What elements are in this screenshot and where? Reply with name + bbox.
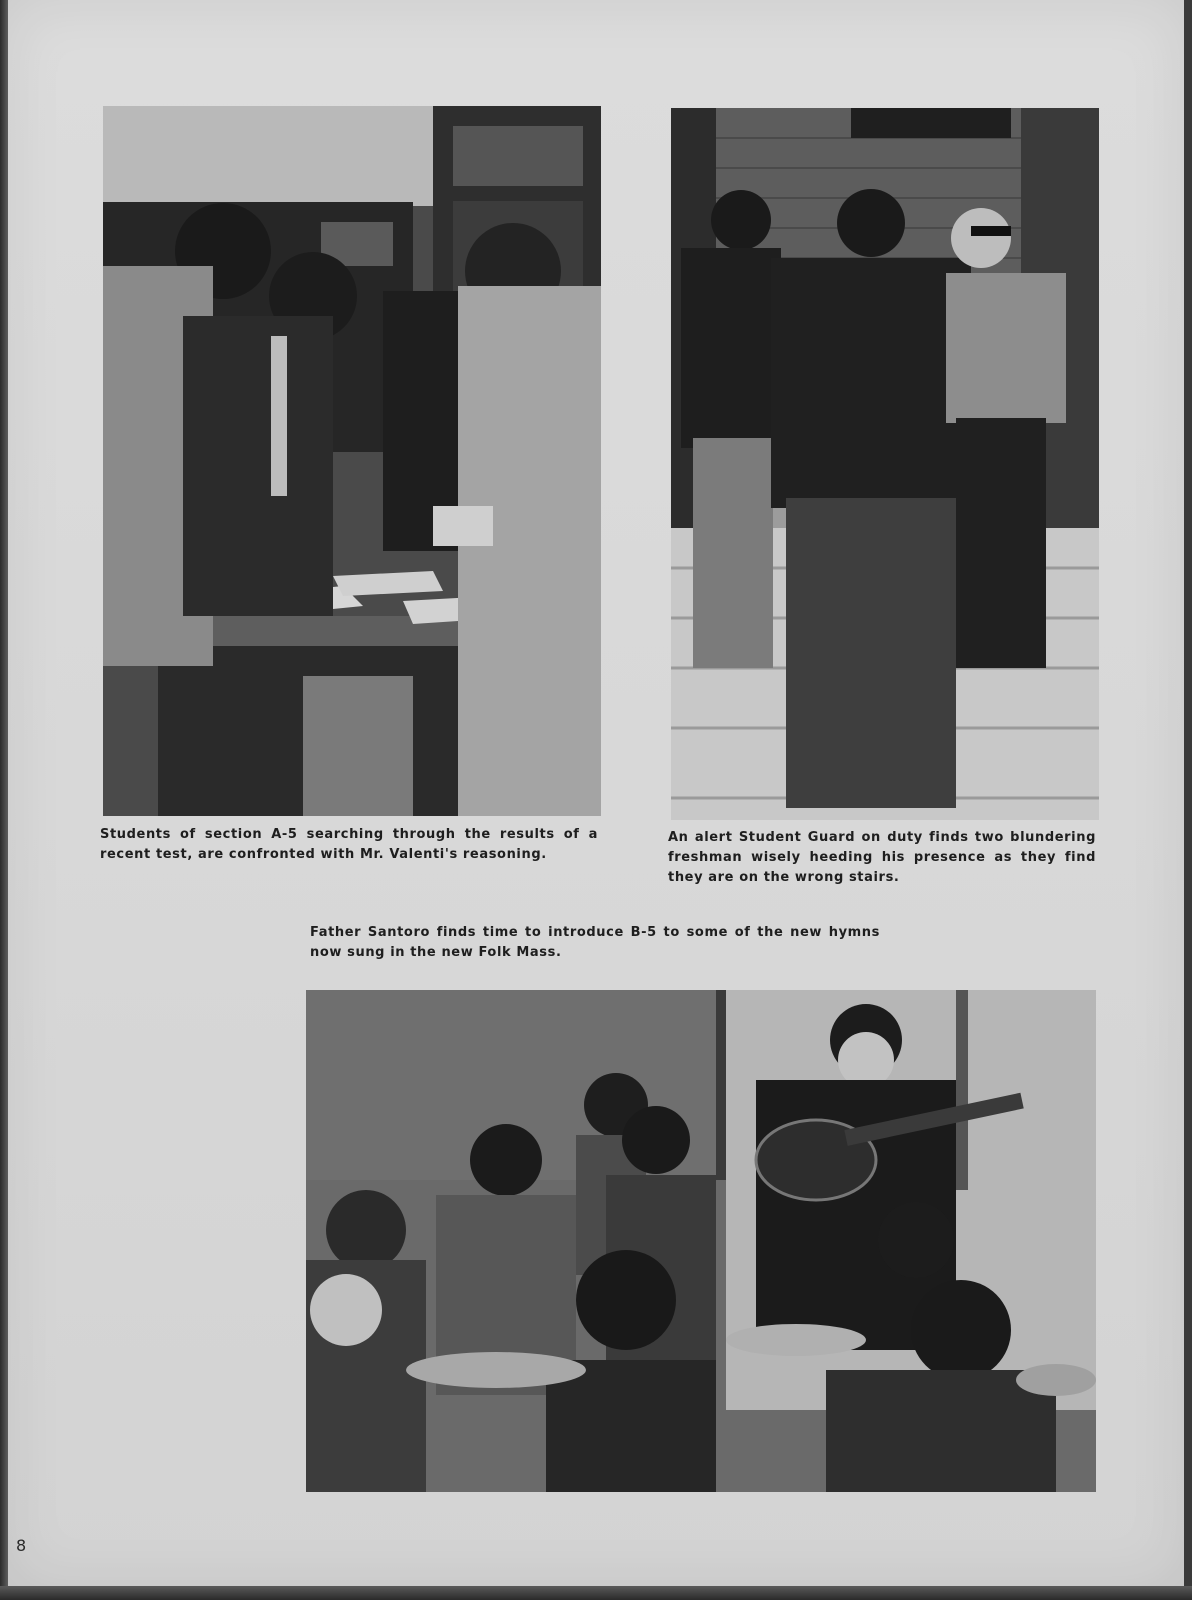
caption-section-a5: Students of section A-5 searching through the results of a recent test, are confronted with Mr. Valenti's reasoning. bbox=[100, 827, 598, 862]
photo-folk-mass-classroom bbox=[306, 990, 1096, 1492]
page-number: 8 bbox=[16, 1536, 27, 1555]
photo-student-guard-stairs bbox=[671, 108, 1099, 820]
photo-students-searching-results bbox=[103, 106, 601, 816]
page-bottom-edge bbox=[0, 1586, 1192, 1600]
caption-folk-mass: Father Santoro finds time to introduce B-5 to some of the new hymns now sung in the new Folk Mass. bbox=[310, 925, 880, 960]
caption-student-guard: An alert Student Guard on duty finds two blundering freshman wisely heeding his presence as they find they are on the wrong stairs. bbox=[668, 830, 1096, 885]
yearbook-page bbox=[8, 0, 1184, 1588]
